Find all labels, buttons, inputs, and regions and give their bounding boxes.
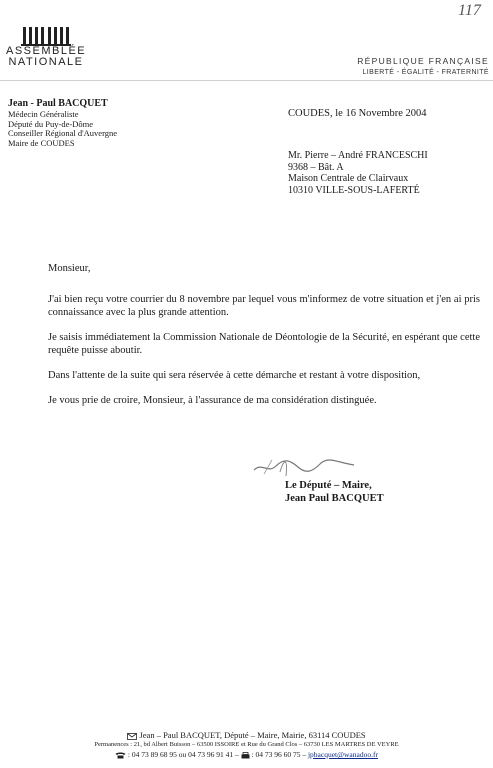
recipient-line: 10310 VILLE-SOUS-LAFERTÉ [288, 184, 420, 196]
header-divider [0, 80, 493, 81]
signatory-name: Jean Paul BACQUET [285, 492, 384, 504]
envelope-icon [127, 733, 137, 740]
republic-title: RÉPUBLIQUE FRANÇAISE [357, 56, 489, 66]
republique-francaise-header [357, 56, 489, 76]
handwritten-signature [250, 452, 360, 482]
letter-body [48, 262, 480, 419]
signatory-title: Le Député – Maire, [285, 480, 372, 491]
telephone-icon [115, 752, 126, 759]
letter-footer [0, 730, 493, 760]
assemblee-building-icon [21, 24, 71, 46]
sender-block [8, 98, 117, 148]
footer-fax: : 04 73 96 60 75 – [251, 750, 307, 759]
recipient-line: 9368 – Bât. A [288, 161, 344, 173]
corner-annotation: 117 [458, 2, 481, 19]
republic-motto: LIBERTÉ - ÉGALITÉ - FRATERNITÉ [362, 69, 489, 76]
footer-address: Jean – Paul BACQUET, Député – Maire, Mairie, 63114 COUDES [139, 730, 366, 740]
sender-line: Député du Puy-de-Dôme [8, 118, 93, 129]
sender-name: Jean - Paul BACQUET [8, 98, 108, 109]
sender-line: Médecin Généraliste [8, 109, 79, 119]
logo-line-2: NATIONALE [8, 56, 84, 68]
footer-address-line [0, 730, 493, 740]
recipient-block [288, 150, 428, 196]
recipient-line: Maison Centrale de Clairvaux [288, 173, 409, 184]
recipient-line: Mr. Pierre – André FRANCESCHI [288, 150, 428, 161]
body-paragraph: J'ai bien reçu votre courrier du 8 novembre par lequel vous m'informez de votre situation et j'en ai pris connaissance avec la plus grande attention. [48, 294, 480, 318]
fax-icon [241, 752, 250, 759]
body-paragraph: Dans l'attente de la suite qui sera réservée à cette démarche et restant à votre disposition, [48, 370, 421, 381]
sender-line: Maire de COUDES [8, 137, 75, 148]
body-paragraph: Je vous prie de croire, Monsieur, à l'assurance de ma considération distinguée. [48, 395, 377, 406]
signature-block [285, 480, 384, 505]
sender-line: Conseiller Régional d'Auvergne [8, 128, 118, 138]
letter-date: COUDES, le 16 Novembre 2004 [288, 108, 427, 119]
salutation: Monsieur, [48, 263, 91, 274]
footer-permanences: Permanences : 21, bd Albert Buisson – 63500 ISSOIRE et Rue du Grand Clos – 63730 LES MARTRES DE VEYRE [94, 741, 399, 748]
logo-line-1: ASSEMBLÉE [6, 45, 87, 57]
assemblee-nationale-logo [6, 24, 86, 68]
footer-email[interactable]: jpbacquet@wanadoo.fr [307, 750, 378, 759]
footer-contact-line [0, 750, 493, 760]
footer-phone: : 04 73 89 68 95 ou 04 73 96 91 41 – [127, 750, 239, 759]
body-paragraph: Je saisis immédiatement la Commission Nationale de Déontologie de la Sécurité, en espérant que cette requête puisse aboutir. [48, 332, 480, 356]
